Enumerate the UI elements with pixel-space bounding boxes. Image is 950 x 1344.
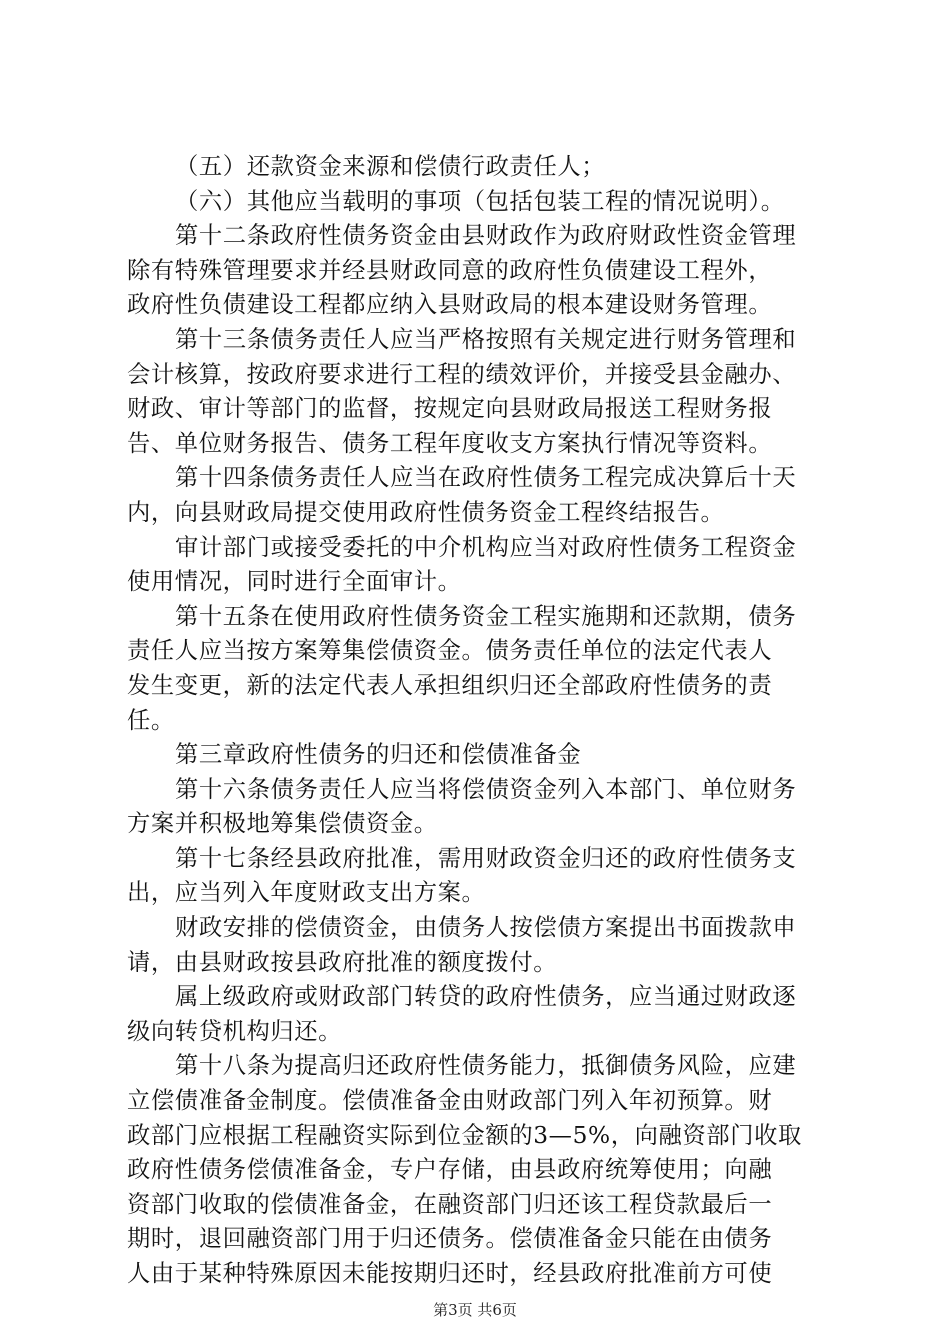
text-line: 政府性负债建设工程都应纳入县财政局的根本建设财务管理。 bbox=[127, 291, 773, 319]
text-line: 方案并积极地筹集偿债资金。 bbox=[127, 810, 438, 838]
text-line: 会计核算，按政府要求进行工程的绩效评价，并接受县金融办、 bbox=[127, 360, 797, 388]
text-line: 第十八条为提高归还政府性债务能力，抵御债务风险，应建 bbox=[175, 1052, 797, 1080]
text-line: 使用情况，同时进行全面审计。 bbox=[127, 568, 462, 596]
text-line: （六）其他应当载明的事项（包括包装工程的情况说明）。 bbox=[175, 187, 785, 215]
text-line: 出，应当列入年度财政支出方案。 bbox=[127, 879, 486, 907]
text-line: 第十二条政府性债务资金由县财政作为政府财政性资金管理 bbox=[175, 222, 797, 250]
text-line: 财政安排的偿债资金，由债务人按偿债方案提出书面拨款申 bbox=[175, 914, 797, 942]
text-line: 内，向县财政局提交使用政府性债务资金工程终结报告。 bbox=[127, 498, 725, 526]
text-line: 人由于某种特殊原因未能按期归还时，经县政府批准前方可使 bbox=[127, 1260, 773, 1287]
text-line: （五）还款资金来源和偿债行政责任人； bbox=[175, 153, 606, 180]
text-line: 第十六条债务责任人应当将偿债资金列入本部门、单位财务 bbox=[175, 775, 797, 803]
page-footer: 第3页 共6页 bbox=[433, 1301, 517, 1319]
text-line: 资部门收取的偿债准备金，在融资部门归还该工程贷款最后一 bbox=[127, 1190, 773, 1218]
text-line: 属上级政府或财政部门转贷的政府性债务，应当通过财政逐 bbox=[175, 983, 797, 1011]
text-line: 责任人应当按方案筹集偿债资金。债务责任单位的法定代表人 bbox=[127, 637, 773, 665]
text-line: 第十七条经县政府批准，需用财政资金归还的政府性债务支 bbox=[175, 844, 797, 872]
text-line: 立偿债准备金制度。偿债准备金由财政部门列入年初预算。财 bbox=[127, 1087, 773, 1115]
text-line: 任。 bbox=[127, 706, 175, 734]
text-line: 告、单位财务报告、债务工程年度收支方案执行情况等资料。 bbox=[127, 429, 773, 457]
text-line: 财政、审计等部门的监督，按规定向县财政局报送工程财务报 bbox=[127, 395, 773, 423]
text-line: 除有特殊管理要求并经县财政同意的政府性负债建设工程外， bbox=[127, 256, 773, 284]
text-line: 请，由县财政按县政府批准的额度拨付。 bbox=[127, 948, 558, 976]
text-line: 发生变更，新的法定代表人承担组织归还全部政府性债务的责 bbox=[127, 671, 773, 699]
text-line: 级向转贷机构归还。 bbox=[127, 1017, 343, 1045]
text-line: 审计部门或接受委托的中介机构应当对政府性债务工程资金 bbox=[175, 533, 797, 561]
text-line: 第十三条债务责任人应当严格按照有关规定进行财务管理和 bbox=[175, 325, 797, 353]
text-line: 第十四条债务责任人应当在政府性债务工程完成决算后十天 bbox=[175, 464, 797, 492]
document-body bbox=[127, 150, 837, 1292]
text-line: 第十五条在使用政府性债务资金工程实施期和还款期，债务 bbox=[175, 602, 797, 630]
text-line: 期时，退回融资部门用于归还债务。偿债准备金只能在由债务 bbox=[127, 1225, 773, 1253]
text-line: 第三章政府性债务的归还和偿债准备金 bbox=[175, 741, 582, 769]
text-line: 政部门应根据工程融资实际到位金额的3—5%，向融资部门收取 bbox=[127, 1121, 802, 1149]
text-line: 政府性债务偿债准备金，专户存储，由县政府统筹使用；向融 bbox=[127, 1156, 773, 1184]
